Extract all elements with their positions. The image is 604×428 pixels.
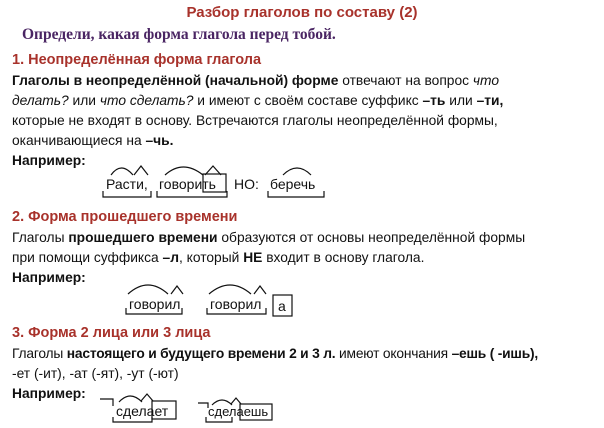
section-3-line-1: Глаголы настоящего и будущего времени 2 и 3 л. имеют окончания –ешь ( -ишь), xyxy=(12,346,539,361)
ending-box xyxy=(273,295,292,316)
base-bracket xyxy=(113,417,152,422)
section-3-example-label: Например: xyxy=(12,386,86,401)
root-arc xyxy=(283,168,311,175)
section-3-heading: 3. Форма 2 лица или 3 лица xyxy=(12,325,211,341)
root-arc xyxy=(128,285,168,294)
example-word-berech: беречь xyxy=(270,176,316,192)
example-word-govoril-2: говорил xyxy=(210,296,262,312)
section-2-example-label: Например: xyxy=(12,270,86,285)
example-word-govoril-1: говорил xyxy=(129,296,181,312)
section-1-heading: 1. Неопределённая форма глагола xyxy=(12,52,262,68)
example-but-label: НО: xyxy=(234,176,259,192)
example-word-govorit: говорить xyxy=(159,176,216,192)
suffix-caret xyxy=(141,394,153,401)
section-3-line-2: -ет (-ит), -ат (-ят), -ут (-ют) xyxy=(12,366,179,381)
ending-box xyxy=(203,174,226,192)
root-arc xyxy=(119,396,142,402)
root-arc xyxy=(111,168,133,175)
suffix-caret xyxy=(171,286,183,294)
section-2-heading: 2. Форма прошедшего времени xyxy=(12,209,238,225)
section-1-line-3: которые не входят в основу. Встречаются глаголы неопределённой формы, xyxy=(12,113,498,128)
base-bracket xyxy=(268,191,324,197)
prefix-mark xyxy=(100,399,113,406)
ending-box xyxy=(240,404,272,420)
base-bracket xyxy=(126,308,182,314)
example-word-sdelaet: сделает xyxy=(116,403,169,419)
section-1-example-label: Например: xyxy=(12,153,86,168)
suffix-caret xyxy=(231,398,241,404)
section-1-line-4: оканчивающиеся на –чь. xyxy=(12,133,174,148)
page-subtitle: Определи, какая форма глагола перед тобой. xyxy=(22,26,336,43)
suffix-caret xyxy=(134,166,148,175)
section-2-line-2: при помощи суффикса –л, который НЕ входит в основу глагола. xyxy=(12,250,425,265)
page-title: Разбор глаголов по составу (2) xyxy=(186,4,418,21)
base-bracket xyxy=(206,417,232,422)
example-ending-a: а xyxy=(278,298,286,314)
section-1-line-2: делать? или что сделать? и имеют с своём составе суффикс –ть или –ти, xyxy=(12,93,504,108)
section-1-line-1: Глаголы в неопределённой (начальной) форме отвечают на вопрос что xyxy=(12,73,500,88)
base-bracket xyxy=(207,308,266,314)
root-arc xyxy=(209,285,251,294)
suffix-caret xyxy=(254,286,266,294)
root-arc xyxy=(165,167,203,175)
prefix-mark xyxy=(198,403,208,408)
section-2-line-1: Глаголы прошедшего времени образуются от основы неопределённой формы xyxy=(12,230,526,245)
root-arc xyxy=(212,400,232,405)
base-bracket xyxy=(103,191,151,197)
example-word-rasti: Расти, xyxy=(106,176,148,192)
ending-box xyxy=(152,401,176,419)
example-word-sdelaesh: сделаешь xyxy=(208,404,269,419)
